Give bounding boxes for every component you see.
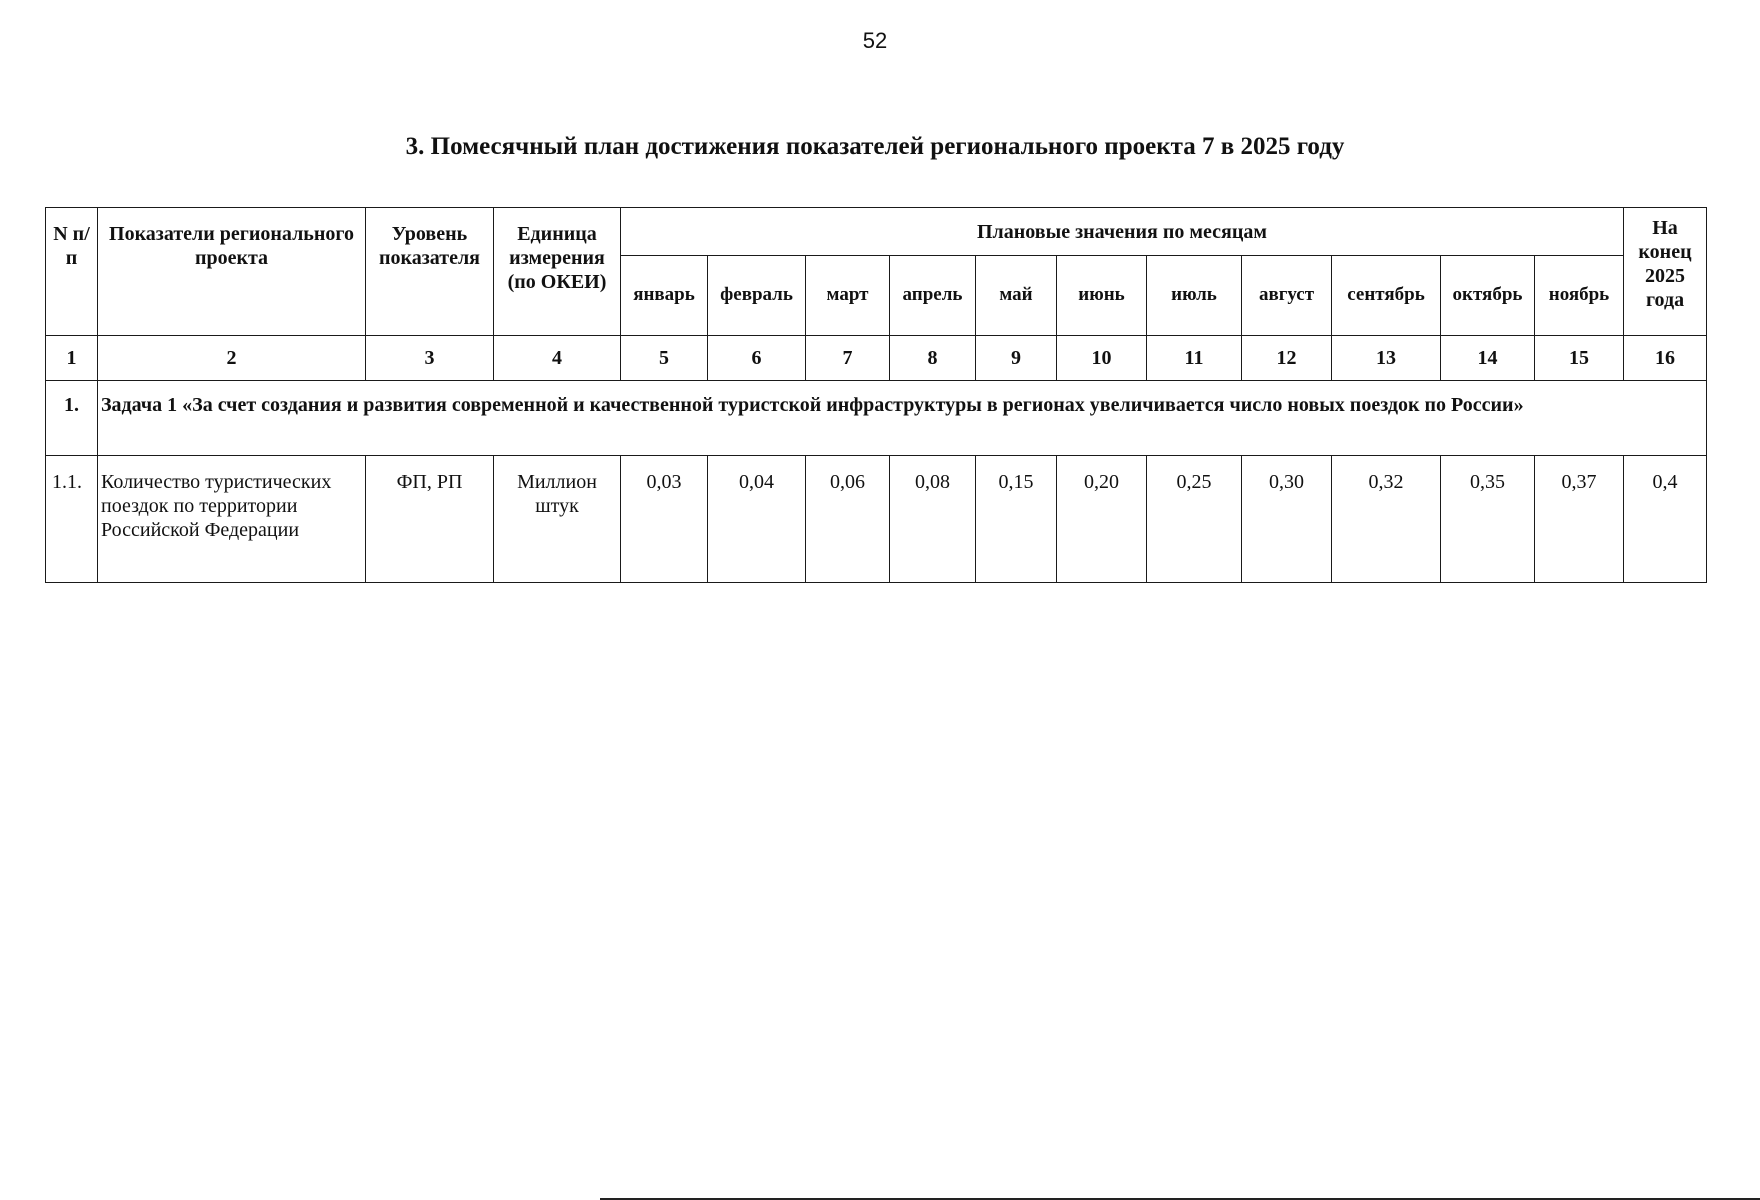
column-number: 5 bbox=[621, 336, 708, 381]
row-value-mar: 0,06 bbox=[806, 456, 890, 583]
row-value-aug: 0,30 bbox=[1242, 456, 1332, 583]
column-number: 9 bbox=[976, 336, 1057, 381]
column-number: 4 bbox=[494, 336, 621, 381]
row-number: 1.1. bbox=[46, 456, 98, 583]
row-value-feb: 0,04 bbox=[708, 456, 806, 583]
column-number: 15 bbox=[1535, 336, 1624, 381]
column-number: 8 bbox=[890, 336, 976, 381]
header-end-of-year: На конец 2025 года bbox=[1624, 208, 1707, 336]
task-description: Задача 1 «За счет создания и развития современной и качественной туристской инфраструктуры в регионах увеличивается число новых поездок по России» bbox=[98, 381, 1707, 456]
column-number: 12 bbox=[1242, 336, 1332, 381]
header-level: Уровень показателя bbox=[366, 208, 494, 336]
header-month-aug: август bbox=[1242, 256, 1332, 336]
row-value-nov: 0,37 bbox=[1535, 456, 1624, 583]
row-value-oct: 0,35 bbox=[1441, 456, 1535, 583]
task-number: 1. bbox=[46, 381, 98, 456]
column-number: 3 bbox=[366, 336, 494, 381]
row-indicator: Количество туристических поездок по территории Российской Федерации bbox=[98, 456, 366, 583]
header-month-nov: ноябрь bbox=[1535, 256, 1624, 336]
header-month-jan: январь bbox=[621, 256, 708, 336]
header-month-jul: июль bbox=[1147, 256, 1242, 336]
header-row-1 bbox=[46, 208, 1707, 256]
row-value-may: 0,15 bbox=[976, 456, 1057, 583]
header-month-feb: февраль bbox=[708, 256, 806, 336]
row-level: ФП, РП bbox=[366, 456, 494, 583]
column-number: 1 bbox=[46, 336, 98, 381]
header-month-mar: март bbox=[806, 256, 890, 336]
page-title: 3. Помесячный план достижения показателей регионального проекта 7 в 2025 году bbox=[405, 133, 1345, 160]
column-number: 14 bbox=[1441, 336, 1535, 381]
column-number: 11 bbox=[1147, 336, 1242, 381]
monthly-plan-table bbox=[45, 207, 1707, 583]
column-number: 2 bbox=[98, 336, 366, 381]
header-month-oct: октябрь bbox=[1441, 256, 1535, 336]
row-value-jul: 0,25 bbox=[1147, 456, 1242, 583]
page-number: 52 bbox=[862, 28, 888, 53]
header-month-apr: апрель bbox=[890, 256, 976, 336]
header-month-jun: июнь bbox=[1057, 256, 1147, 336]
header-unit: Единица измерения (по ОКЕИ) bbox=[494, 208, 621, 336]
header-num: N п/п bbox=[46, 208, 98, 336]
column-number: 6 bbox=[708, 336, 806, 381]
column-number-row bbox=[46, 336, 1707, 381]
table-row bbox=[46, 456, 1707, 583]
column-number: 16 bbox=[1624, 336, 1707, 381]
row-value-end-of-year: 0,4 bbox=[1624, 456, 1707, 583]
row-unit: Миллион штук bbox=[494, 456, 621, 583]
row-value-jun: 0,20 bbox=[1057, 456, 1147, 583]
column-number: 13 bbox=[1332, 336, 1441, 381]
header-month-may: май bbox=[976, 256, 1057, 336]
column-number: 10 bbox=[1057, 336, 1147, 381]
header-planned-values: Плановые значения по месяцам bbox=[621, 208, 1624, 256]
column-number: 7 bbox=[806, 336, 890, 381]
row-value-apr: 0,08 bbox=[890, 456, 976, 583]
row-value-sep: 0,32 bbox=[1332, 456, 1441, 583]
header-indicator: Показатели регионального проекта bbox=[98, 208, 366, 336]
row-value-jan: 0,03 bbox=[621, 456, 708, 583]
task-row bbox=[46, 381, 1707, 456]
header-month-sep: сентябрь bbox=[1332, 256, 1441, 336]
